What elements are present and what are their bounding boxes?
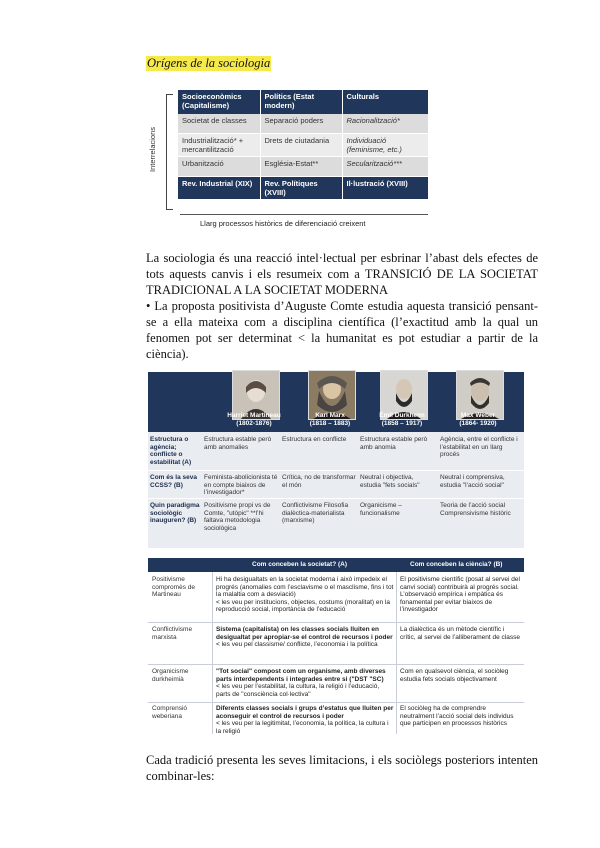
row-label: Quin paradigma sociològic inauguren? (B): [150, 502, 200, 524]
table-cell: Estructura estable però amb anomia: [360, 436, 428, 451]
row-label: Com és la seva CCSS? (B): [150, 474, 197, 489]
science-cell: La dialèctica és un mètode científic i crític, al servei de l’alliberament de classe: [400, 626, 520, 641]
table-cell: Crítica, no de transformar el món: [282, 474, 356, 489]
society-detail: < les veu per la legitimitat, l’economia, la política, la cultura i la religió: [216, 720, 389, 735]
society-cell: [216, 576, 394, 614]
column-divider: [396, 572, 397, 734]
paragraph-conclusion: Cada tradició presenta les seves limitacions, i els sociòlegs posteriors intenten combinar-les:: [146, 753, 538, 783]
interrelations-label: Interrelacions: [148, 126, 157, 172]
table-footer-cell: Il·lustració (XVIII): [342, 177, 428, 200]
table-cell: Individuació (feminisme, etc.): [342, 134, 428, 157]
row-label: Positivisme compromès de Martineau: [152, 576, 195, 598]
origins-table: [178, 90, 429, 200]
table-cell: Estructura en conflicte: [282, 436, 347, 443]
table-cell: Positivisme propi vs de Comte, "utòpic" **l’hi faltava metodologia sociològica: [204, 502, 271, 532]
table-caption: Llarg processos històrics de diferenciació creixent: [200, 219, 366, 228]
row-divider: [148, 622, 524, 623]
society-cell: [216, 668, 394, 698]
caption-line: [180, 214, 428, 215]
row-label: Organicisme durkheimià: [152, 668, 189, 683]
author-label: [364, 412, 440, 428]
table-cell: Estructura estable però amb anomalies: [204, 436, 272, 451]
society-cell: [216, 626, 394, 649]
author-name: Harriet Martineau: [227, 412, 281, 419]
society-detail: < les veu per l’estabilitat, la cultura, la religió i l’educació, parts de "consciència col·lectiva": [216, 683, 380, 698]
header-cultural: Culturals: [342, 90, 428, 114]
header-science: Com conceben la ciència? (B): [410, 561, 503, 568]
author-dates: (1858 – 1917): [381, 420, 423, 427]
society-detail: < les veu per institucions, objectes, costums (moralitat) en la reproducció social, importància de l’educació: [216, 598, 390, 613]
table-cell: Neutral i comprensiva, estudia "l’acció social": [440, 474, 505, 489]
table-cell: Urbanització: [178, 157, 260, 177]
science-cell: Com en qualsevol ciència, el sociòleg estudia fets socials objectivament: [400, 668, 509, 683]
table-cell: Drets de ciutadania: [260, 134, 342, 157]
author-label: [216, 412, 292, 428]
row-divider: [148, 498, 524, 499]
table-cell: Agència, entre el conflicte i l’estabilitat en un llarg procés: [440, 436, 518, 458]
author-label: [440, 412, 516, 428]
row-label: Estructura o agència; conflicte o estabilitat (A): [150, 436, 192, 466]
header-political: Polítics (Estat modern): [260, 90, 342, 114]
society-main: Hi ha desigualtats en la societat moderna i això impedeix el progrés (anomalies com l’esclavisme o el masclisme, fins i tot la malaltia com a desviació): [216, 576, 394, 598]
author-label: [292, 412, 368, 428]
table-cell: Feminista-abolicionista té en compte biaixos de l’investigador*: [204, 474, 278, 496]
table-cell: Organicisme – funcionalisme: [360, 502, 402, 517]
table-cell: Racionalització*: [342, 114, 428, 134]
author-dates: (1864- 1920): [459, 420, 497, 427]
conceptions-header: [148, 558, 524, 572]
column-divider: [212, 572, 213, 734]
header-socioeconomic: Socioeconòmics (Capitalisme): [178, 90, 260, 114]
society-main: "Tot social" compost com un organisme, amb diverses parts interdependents i integrades entre si ("DST "SC): [216, 668, 386, 683]
society-cell: [216, 705, 394, 735]
table-cell: Societat de classes: [178, 114, 260, 134]
author-name: Max Weber: [460, 412, 496, 419]
row-divider: [148, 702, 524, 703]
science-cell: El sociòleg ha de comprendre neutralment l’acció social dels individus que participen en processos històrics: [400, 705, 514, 727]
conceptions-table: [148, 558, 524, 734]
table-cell: Industrialització* + mercantilització: [178, 134, 260, 157]
author-name: Karl Marx: [315, 412, 345, 419]
society-main: Sistema (capitalista) on les classes socials lluiten en desigualtat per apropiar-se el control de recursos i poder: [216, 626, 393, 641]
table-cell: Teoria de l’acció social Comprensivisme històric: [440, 502, 511, 517]
authors-table: [148, 372, 524, 548]
author-dates: (1818 – 1883): [309, 420, 351, 427]
table-cell: Església-Estat**: [260, 157, 342, 177]
table-footer-cell: Rev. Polítiques (XVIII): [260, 177, 342, 200]
science-cell: El positivisme científic (posat al servei del canvi social) contribuirà al progrés social. L’observació empírica i empàtica és fonamental per evitar biaixos de l’investigador: [400, 576, 520, 613]
table-cell: Secularització***: [342, 157, 428, 177]
page-title: Orígens de la sociologia: [147, 56, 271, 70]
header-society: Com conceben la societat? (A): [252, 561, 347, 568]
society-detail: < les veu pel classisme/ conflicte, l’economia i la política: [216, 641, 378, 648]
society-main: Diferents classes socials i grups d’estatus que lluiten per aconseguir el control de recursos i poder: [216, 705, 394, 720]
author-name: Émil Durkheim: [379, 412, 425, 419]
row-divider: [148, 664, 524, 665]
table-footer-cell: Rev. Industrial (XIX): [178, 177, 260, 200]
table-cell: Neutral i objectiva, estudia "fets socials": [360, 474, 420, 489]
row-label: Comprensió weberiana: [152, 705, 188, 720]
paragraph-transition: La sociologia és una reacció intel·lectual per esbrinar l’abast dels efectes de tots aquests canvis i els resumeix com a TRANSICIÓ DE LA SOCIETAT TRADICIONAL A LA SOCIETAT MODERNA: [146, 251, 538, 297]
paragraph-comte: • La proposta positivista d’Auguste Comte estudia aquesta transició pensant-se a ella mateixa com a disciplina científica (l’exactitud amb la qual un fenomen pot ser determinat < la humanitat es pot estudiar a partir de la ciència).: [146, 299, 538, 361]
table-cell: Conflictivisme Filosofia dialèctica-materialista (marxisme): [282, 502, 349, 524]
author-dates: (1802-1876): [236, 420, 272, 427]
interrelations-bracket: [166, 94, 173, 210]
row-divider: [148, 470, 524, 471]
row-label: Conflictivisme marxista: [152, 626, 193, 641]
table-cell: Separació poders: [260, 114, 342, 134]
